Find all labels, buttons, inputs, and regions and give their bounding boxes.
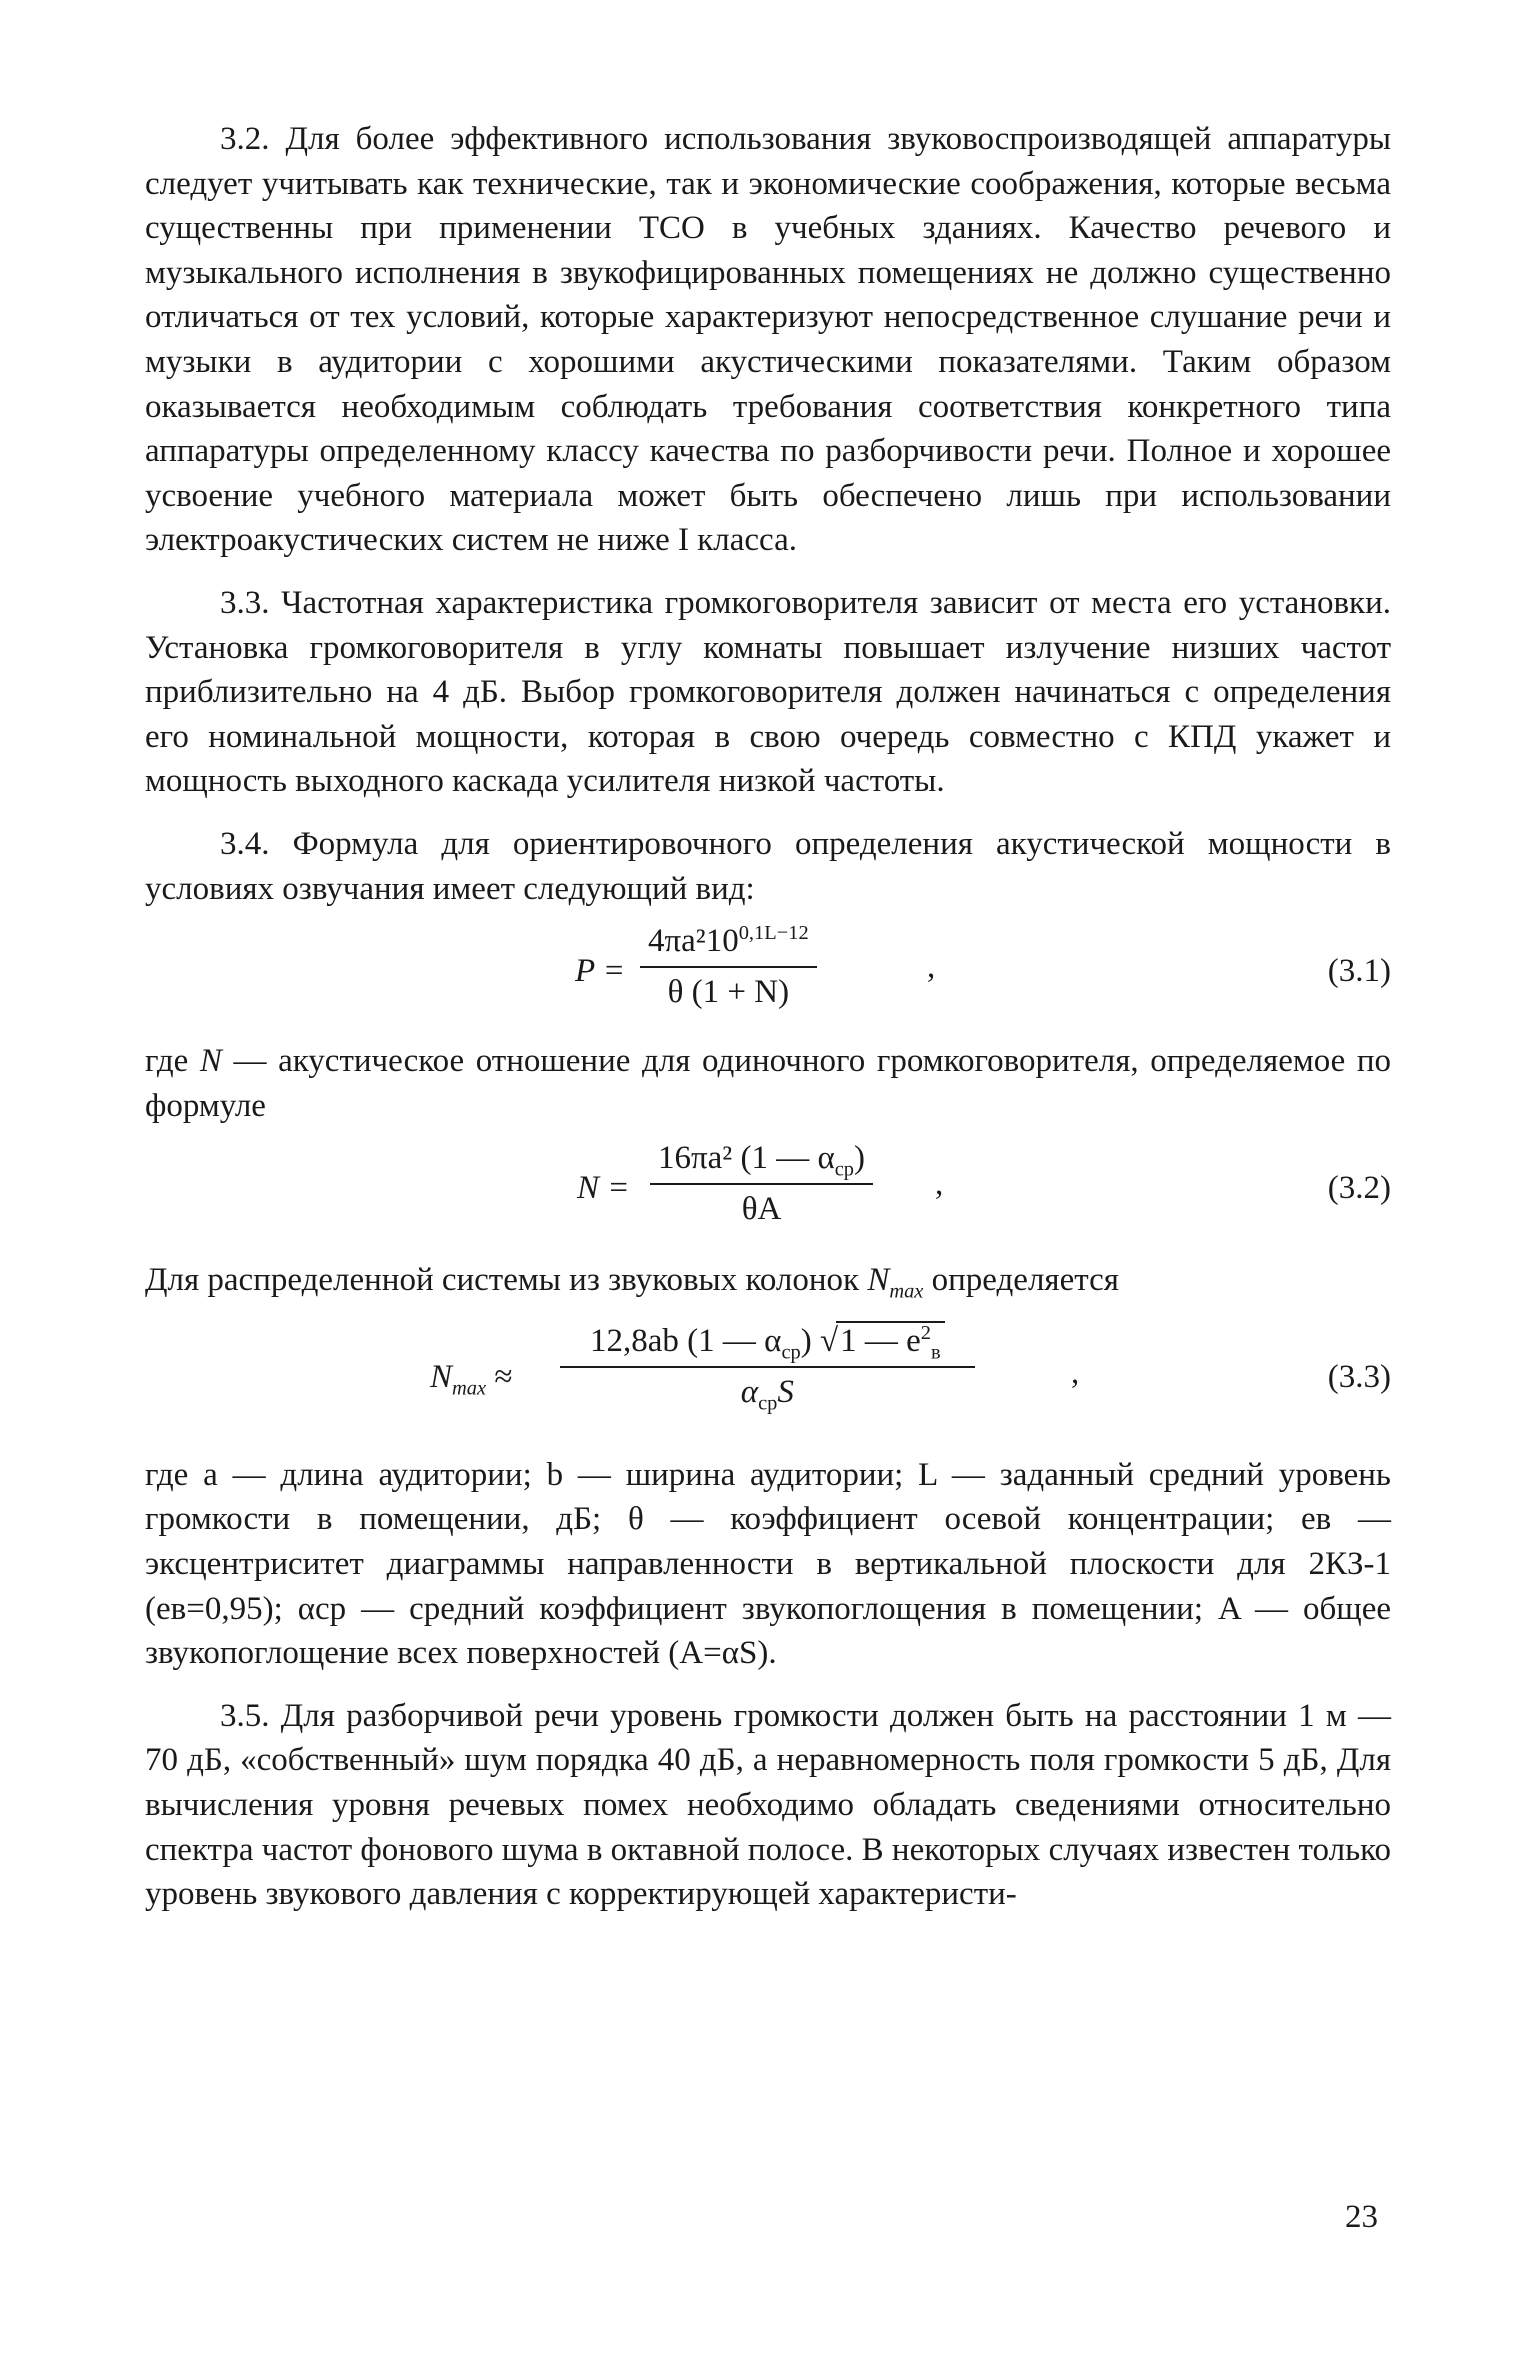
formula-3-1: P = $\frac{4\pi a^210^{0,1L-12}}{\theta (1 + N)}$ , (3.1) xyxy=(575,922,1391,1011)
formula-3-1-lhs: P = xyxy=(575,953,626,990)
paragraph-definitions: где a — длина аудитории; b — ширина аудитории; L — заданный средний уровень громкости в помещении, дБ; θ — коэффициент осевой концентрации; eв — эксцентриситет диаграммы направленности в вертикальной плоскости для 2КЗ-1 (eв=0,95); αср — средний коэффициент звукопоглощения в помещении; A — общее звукопоглощение всех поверхностей (A=αS). xyxy=(145,1456,1391,1672)
formula-3-2: N = 16πa² (1 — $\alpha_{ср}$) θA , (3.2) xyxy=(577,1140,1391,1228)
paragraph-3-5: 3.5. Для разборчивой речи уровень громкости должен быть на расстоянии 1 м — 70 дБ, «собственный» шум порядка 40 дБ, а неравномерность поля громкости 5 дБ, Для вычисления уровня речевых помех необходимо обладать сведениями относительно спектра частот фонового шума в октавной полосе. В некоторых случаях известен только уровень звукового давления с корректирующей характеристи- xyxy=(145,1697,1391,1913)
formula-3-1-numerator: $4\pi a^210^{0,1L-12}$ xyxy=(640,923,817,968)
formula-3-3: $N_{max}$ ≈ 12,8ab (1 — $\alpha_{ср}$) √1 — $e^2_в$ $\alpha_{ср}S$ , (3.3) xyxy=(430,1321,1391,1415)
formula-3-3-numerator: 12,8ab (1 — $\alpha_{ср}$) √1 — $e^2_в$ xyxy=(560,1323,975,1368)
paragraph-distributed-system: Для распределенной системы из звуковых колонок $N_{max}$ определяется xyxy=(145,1262,1119,1303)
formula-3-1-fraction xyxy=(640,923,817,1011)
paragraph-3-3: 3.3. Частотная характеристика громкоговорителя зависит от места его установки. Установка громкоговорителя в углу комнаты повышает излучение низших частот приблизительно на 4 дБ. Выбор громкоговорителя должен начинаться с определения его номинальной мощности, которая в свою очередь совместно с КПД укажет и мощность выходного каскада усилителя низкой частоты. xyxy=(145,584,1391,800)
square-root-sign: √ xyxy=(819,1322,839,1359)
formula-3-2-fraction xyxy=(650,1140,873,1228)
formula-3-2-lhs: N = xyxy=(577,1170,630,1207)
equation-number-3-1: (3.1) xyxy=(1327,953,1391,990)
formula-3-3-denominator: $\alpha_{ср}S$ xyxy=(740,1373,794,1415)
formula-3-3-fraction xyxy=(560,1321,975,1415)
formula-3-2-numerator: 16πa² (1 — $\alpha_{ср}$) xyxy=(650,1140,873,1185)
formula-3-2-denominator: θA xyxy=(741,1191,782,1228)
equation-number-3-2: (3.2) xyxy=(1327,1170,1391,1207)
formula-3-3-lhs: $N_{max}$ ≈ xyxy=(430,1358,513,1400)
paragraph-where-N: где N — акустическое отношение для одиночного громкоговорителя, определяемое по формуле xyxy=(145,1043,1392,1124)
equation-number-3-3: (3.3) xyxy=(1327,1358,1391,1395)
formula-3-3-radicand: 1 — $e^2_в$ xyxy=(836,1321,945,1359)
paragraph-3-4: 3.4. Формула для ориентировочного определения акустической мощности в условиях озвучания имеет следующий вид: xyxy=(145,825,1391,907)
page-number: 23 xyxy=(1345,2199,1378,2235)
paragraph-3-2: 3.2. Для более эффективного использования звуковоспроизводящей аппаратуры следует учитывать как технические, так и экономические соображения, которые весьма существенны при применении ТСО в учебных зданиях. Качество речевого и музыкального исполнения в звукофицированных помещениях не должно существенно отличаться от тех условий, которые характеризуют непосредственное слушание речи и музыки в аудитории с хорошими акустическими показателями. Таким образом оказывается необходимым соблюдать требования соответствия конкретного типа аппаратуры определенному классу качества по разборчивости речи. Полное и хорошее усвоение учебного материала может быть обеспечено лишь при использовании электроакустических систем не ниже I класса. xyxy=(145,121,1391,559)
formula-3-1-denominator: θ (1 + N) xyxy=(667,974,790,1011)
